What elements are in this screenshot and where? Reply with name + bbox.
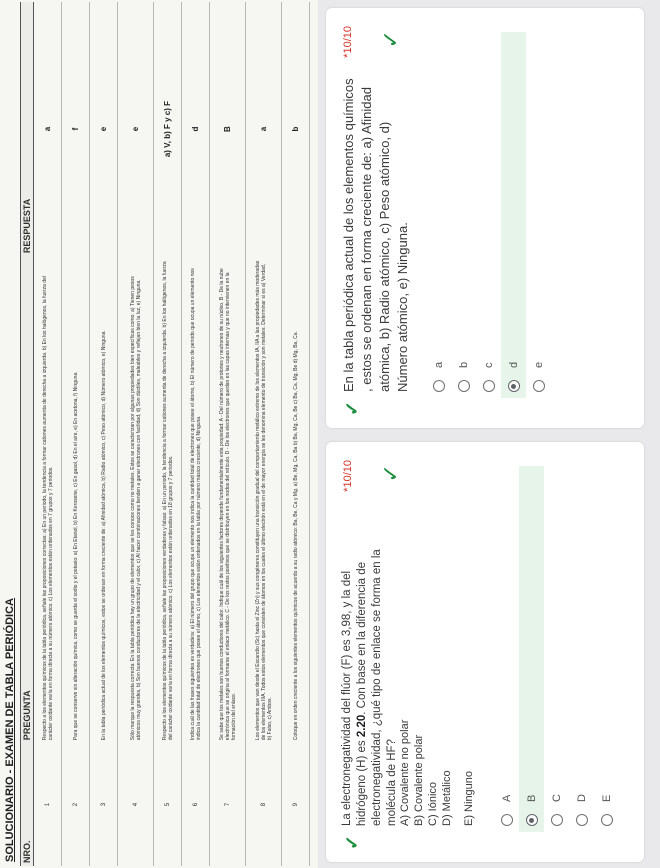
answer-key-title: SOLUCIONARIO - EXAMEN DE TABLA PERIÓDICA xyxy=(4,597,16,862)
radio-button[interactable] xyxy=(526,814,538,826)
correct-answer-check-icon: ✓ xyxy=(378,30,403,49)
answer-key-rotated xyxy=(0,0,318,868)
radio-button[interactable] xyxy=(458,380,470,392)
radio-option-e[interactable] xyxy=(594,466,619,826)
radio-option-c[interactable] xyxy=(544,466,569,826)
radio-label: A xyxy=(500,794,513,802)
radio-label: e xyxy=(532,361,545,368)
radio-option-e[interactable] xyxy=(526,32,551,392)
question-1-points: *10/10 xyxy=(342,460,354,492)
radio-button[interactable] xyxy=(576,814,588,826)
form-rotated xyxy=(318,0,660,868)
radio-option-b[interactable] xyxy=(451,32,476,392)
radio-button[interactable] xyxy=(508,380,520,392)
header-respuesta: RESPUESTA xyxy=(21,2,34,256)
row-answer: e xyxy=(118,2,154,256)
row-number: 8 xyxy=(246,743,282,866)
radio-button[interactable] xyxy=(483,380,495,392)
radio-button[interactable] xyxy=(601,814,613,826)
radio-label: C xyxy=(550,794,563,802)
question-2-points: *10/10 xyxy=(342,26,354,58)
answer-key-table xyxy=(20,2,338,866)
row-question: Coloque en orden creciente a los siguientes elementos químicos de acuerdo a su radio atómico: Ba, Be, Ca y Mg. a) Be, Mg, Ca, Ba b) Ba, Mg, Ca, Be c) Ba, Ca, Mg, Be d) Mg, Ba, Ca. xyxy=(282,256,310,743)
answer-key-page xyxy=(0,0,318,868)
question-2-text: En la tabla periódica actual de los elementos químicos , estos se ordenan en forma creciente de: a) Afinidad atómica, b) Radio atómico, c) Peso atómico, d) Número atómico, e) Ninguna. xyxy=(341,78,410,392)
row-question: Sólo marque la respuesta correcta: En la tabla periódica hay un grupo de elementos que se les conoce como no metales. Estos se caracterizan por algunas propiedades bien específicas como: a) Tienen pesos atómicos muy grandes, b) Son buenos conductores de la electricidad y el calor, c) Al hacer combinaciones tienden a ganar electrones con facilidad, d) Son dúctiles, maleables y reflejan bien la luz, e) Ninguna. xyxy=(118,256,154,743)
row-answer: f xyxy=(62,2,90,256)
table-row xyxy=(154,2,182,866)
table-row xyxy=(90,2,118,866)
question-card-2 xyxy=(326,8,644,428)
row-number: 5 xyxy=(154,743,182,866)
radio-option-d[interactable] xyxy=(569,466,594,826)
correct-check-icon: ✓ xyxy=(342,834,362,850)
option-label-e: E) Ninguno xyxy=(463,770,475,826)
correct-check-icon: ✓ xyxy=(342,400,362,416)
row-question: En la tabla periódica actual de los elementos químicos, estos se ordenan en forma creciente de: a) Afinidad atómica, b) Radio atómico, c) Peso atómico, d) Número atómico, e) Ninguna. xyxy=(90,256,118,743)
row-number: 9 xyxy=(282,743,310,866)
radio-label: D xyxy=(575,794,588,802)
question-1-radio-group xyxy=(494,466,619,826)
radio-button[interactable] xyxy=(501,814,513,826)
radio-button[interactable] xyxy=(433,380,445,392)
header-nro: NRO. xyxy=(21,743,34,866)
row-question: Indica cuál de las frases siguientes es verdadera: a) El número del grupo que ocupa un elemento nos indica la cantidad total de electrones que posee el átomo, b) El número de periodo que ocupa un elemento nos indica la cantidad total de electrones que posee el átomo, c) Los elementos están ordenados en la tabla por número másico creciente, d) Ninguna. xyxy=(182,256,210,743)
row-answer: d xyxy=(182,2,210,256)
radio-label: a xyxy=(432,361,445,368)
row-number: 6 xyxy=(182,743,210,866)
row-answer: e xyxy=(90,2,118,256)
radio-label: d xyxy=(507,361,520,368)
option-label-b: B) Covalente polar xyxy=(413,734,425,826)
row-answer: a xyxy=(34,2,62,256)
radio-label: E xyxy=(600,794,613,802)
row-number: 4 xyxy=(118,743,154,866)
radio-option-b[interactable] xyxy=(519,466,544,832)
row-number: 1 xyxy=(34,743,62,866)
row-question: Para que se conserve sin alteración química, como se guarda el sodio y el potasio: a) En Etanol, b) En Kerosene, c) En gasol, d) En el aire, e) En acetona, f) Ninguna. xyxy=(62,256,90,743)
radio-label: c xyxy=(482,362,495,368)
row-number: 2 xyxy=(62,743,90,866)
row-answer: b xyxy=(282,2,310,256)
correct-answer-check-icon: ✓ xyxy=(378,464,403,483)
table-row xyxy=(34,2,62,866)
radio-option-a[interactable] xyxy=(426,32,451,392)
option-label-d: D) Metálico xyxy=(441,770,453,826)
row-answer: a xyxy=(246,2,282,256)
form-page xyxy=(318,0,660,868)
radio-option-a[interactable] xyxy=(494,466,519,826)
table-row xyxy=(182,2,210,866)
radio-button[interactable] xyxy=(533,380,545,392)
table-header-row xyxy=(21,2,34,866)
row-number: 3 xyxy=(90,743,118,866)
row-question: Respecto a los elementos químicos de la tabla periódica, señale las proposiciones correctas: a) En un periodo, la tendencia a formar cationes aumenta de derecha a izquierda. b) En los halógenos, la fuerza del carácter oxidante varía en forma directa a su número atómico. c) Los elementos están ordenados en 7 grupos y 7 periodos. xyxy=(34,256,62,743)
row-answer: a) V, b) F y c) F xyxy=(154,2,182,256)
radio-option-d[interactable] xyxy=(501,32,526,398)
option-label-a: A) Covalente no polar xyxy=(399,719,411,826)
radio-button[interactable] xyxy=(551,814,563,826)
row-question: Respecto a los elementos químicos de la tabla periódica, señale las proposiciones verdaderas y falsas: a) En un periodo, la tendencia a formar cationes aumenta de derecha a izquierda. b) En los halógenos, la fuerza del carácter oxidante varía en forma directa a su número atómico. c) Los elementos están ordenados en 18 grupos y 7 periodos. xyxy=(154,256,182,743)
row-question: Se sabe que los metales son buenos conductores del calor. Indique cuál de los siguientes factores depende fundamentalmente esta propiedad: A - Del número de protones y neutrones de su núcleo. B - De la nube electrónica que se origina al formarse el enlace metálico. C - De los restos positivos que se distribuyen en los nodos del retículo. D - De los electrones que quedan en las capas internas y que no intervienen en la formación del enlace. xyxy=(210,256,246,743)
option-label-c: C) Iónico xyxy=(427,781,439,826)
table-row xyxy=(246,2,282,866)
question-card-1 xyxy=(326,442,644,862)
table-row xyxy=(62,2,90,866)
row-number: 7 xyxy=(210,743,246,866)
radio-label: B xyxy=(525,794,538,802)
question-2-radio-group xyxy=(426,32,551,392)
question-1-option-list xyxy=(398,720,476,826)
radio-option-c[interactable] xyxy=(476,32,501,392)
question-1-text: La electronegatividad del flúor (F) es 3,98, y la del hidrógeno (H) es 2.20. Con base en la diferencia de electronegatividad, ¿qué tipo de enlace se forma en la molécula de HF? xyxy=(341,549,398,826)
radio-label: b xyxy=(457,361,470,368)
row-answer: B xyxy=(210,2,246,256)
header-pregunta: PREGUNTA xyxy=(21,256,34,743)
table-row xyxy=(118,2,154,866)
table-row xyxy=(210,2,246,866)
table-row xyxy=(282,2,310,866)
row-question: Los elementos que van desde el Escandio (Sc) hasta el Zinc (Zn) y sus congéneres constituyen una transición gradual del comportamiento metálico extremo de los elementos IA, IIA a las propiedades más moderadas de los elementos IIIA. Todos estos elementos que consisten de átomos en los cuales el último electrón está en el de mayor energía se les denomina elemento de transición y son metales. Determinar si es a) Verdad, b) Falso, c) Ambos. xyxy=(246,256,282,743)
